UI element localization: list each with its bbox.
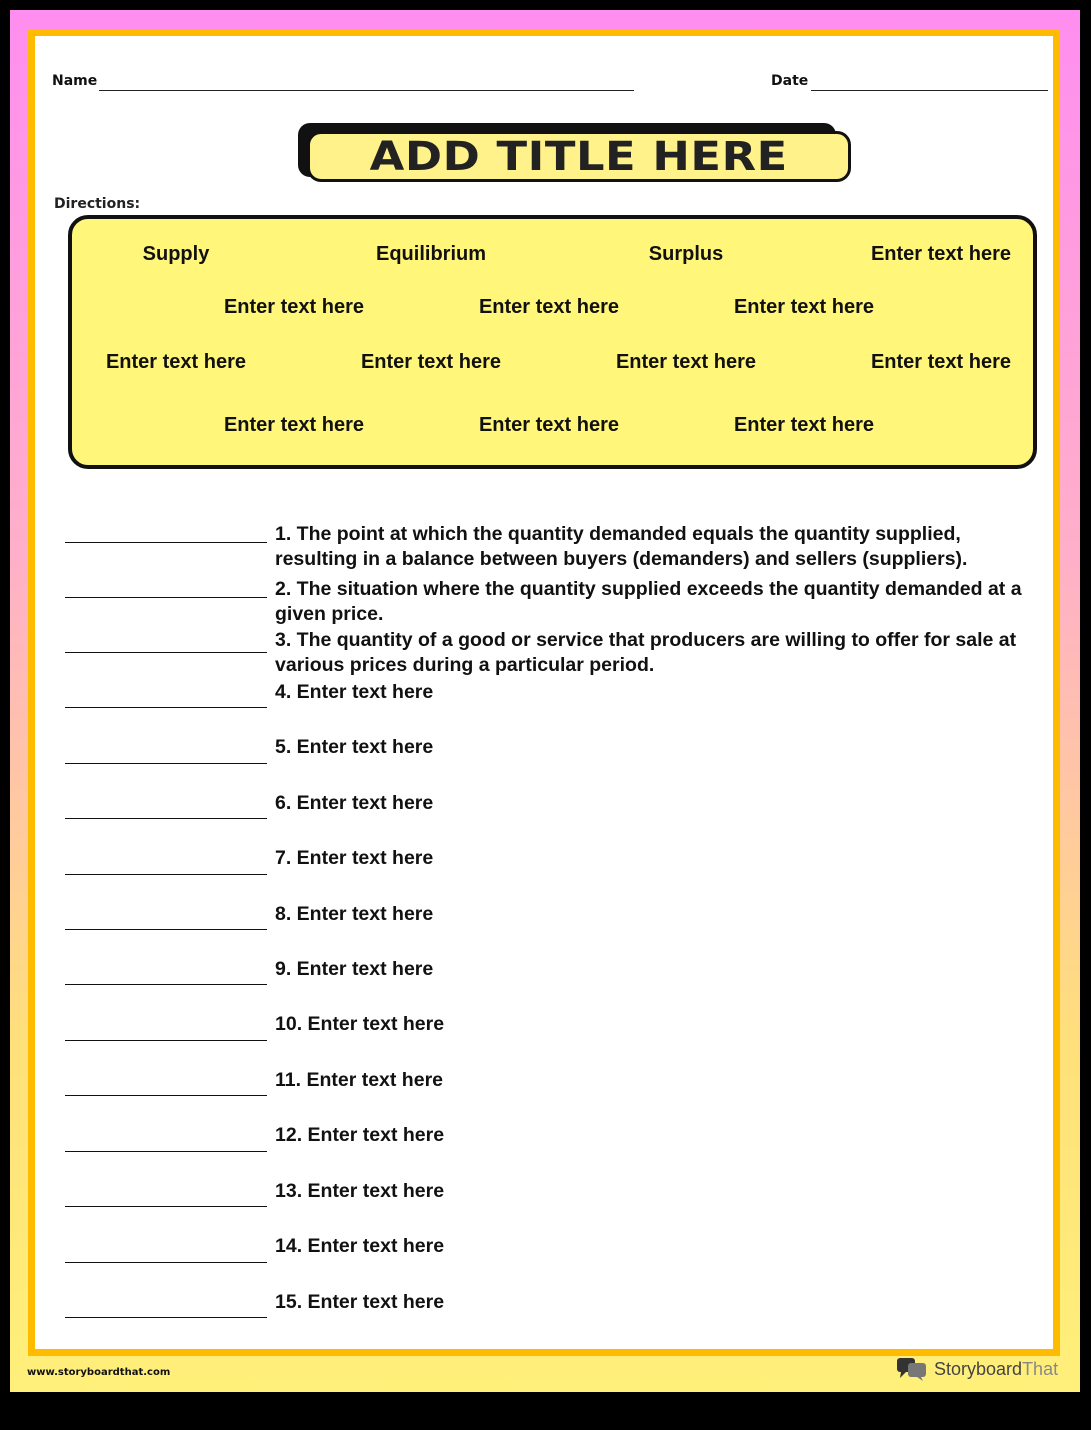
title-banner[interactable] [307,131,851,182]
clue-text: 6. Enter text here [275,792,434,814]
answer-blank[interactable] [65,763,267,764]
answer-blank[interactable] [65,1095,267,1096]
clue-text: 11. Enter text here [275,1069,443,1091]
clue-text: 15. Enter text here [275,1291,445,1313]
word-bank-item[interactable]: Enter text here [360,351,502,373]
word-bank [68,215,1037,469]
answer-blank[interactable] [65,1151,267,1152]
word-bank-item[interactable]: Enter text here [105,351,247,373]
date-field[interactable] [811,90,1048,91]
answer-blank[interactable] [65,597,267,598]
answer-blank[interactable] [65,1040,267,1041]
answer-blank[interactable] [65,874,267,875]
answer-blank[interactable] [65,1206,267,1207]
word-bank-item[interactable]: Enter text here [223,414,365,436]
word-bank-item[interactable]: Enter text here [733,414,875,436]
brand-name-bold: Storyboard [934,1358,1023,1379]
answer-blank[interactable] [65,707,267,708]
word-bank-item[interactable]: Enter text here [615,351,757,373]
word-bank-item[interactable]: Enter text here [223,296,365,318]
date-label: Date [771,73,809,89]
word-bank-item[interactable]: Enter text here [870,243,1012,265]
answer-blank[interactable] [65,1262,267,1263]
worksheet-page [10,10,1080,1392]
name-field[interactable] [99,90,634,91]
storyboardthat-logo[interactable] [896,1355,1058,1383]
clue-text: 12. Enter text here [275,1124,445,1146]
footer-url[interactable]: www.storyboardthat.com [27,1367,171,1378]
clue-text: 8. Enter text here [275,903,434,925]
answer-blank[interactable] [65,929,267,930]
clue-text: 5. Enter text here [275,736,434,758]
clue-text: 10. Enter text here [275,1013,445,1035]
answer-blank[interactable] [65,652,267,653]
worksheet-sheet [28,29,1060,1356]
clue-text: 3. The quantity of a good or service that producers are willing to offer for sale at various prices during a particular period. [275,629,1017,676]
word-bank-item[interactable]: Equilibrium [376,243,486,265]
word-bank-item[interactable]: Enter text here [478,296,620,318]
answer-blank[interactable] [65,984,267,985]
word-bank-item[interactable]: Enter text here [478,414,620,436]
clue-text: 14. Enter text here [275,1235,445,1257]
clue-text: 1. The point at which the quantity demanded equals the quantity supplied, resulting in a balance between buyers (demanders) and sellers (suppliers). [275,523,968,570]
word-bank-item[interactable]: Surplus [648,243,724,265]
name-label: Name [52,73,98,89]
brand-name [934,1359,1058,1380]
clue-text: 4. Enter text here [275,681,434,703]
clue-text: 13. Enter text here [275,1180,445,1202]
page-title: ADD TITLE HERE [369,133,789,180]
word-bank-item[interactable]: Enter text here [870,351,1012,373]
clue-text: 9. Enter text here [275,958,434,980]
directions-label: Directions: [54,196,141,212]
speech-bubbles-icon [896,1356,928,1382]
answer-blank[interactable] [65,1317,267,1318]
answer-blank[interactable] [65,542,267,543]
word-bank-item[interactable]: Supply [142,243,210,265]
clue-text: 7. Enter text here [275,847,434,869]
clue-text: 2. The situation where the quantity supplied exceeds the quantity demanded at a given price. [275,578,1022,625]
brand-name-light: That [1022,1358,1059,1379]
answer-blank[interactable] [65,818,267,819]
word-bank-item[interactable]: Enter text here [733,296,875,318]
